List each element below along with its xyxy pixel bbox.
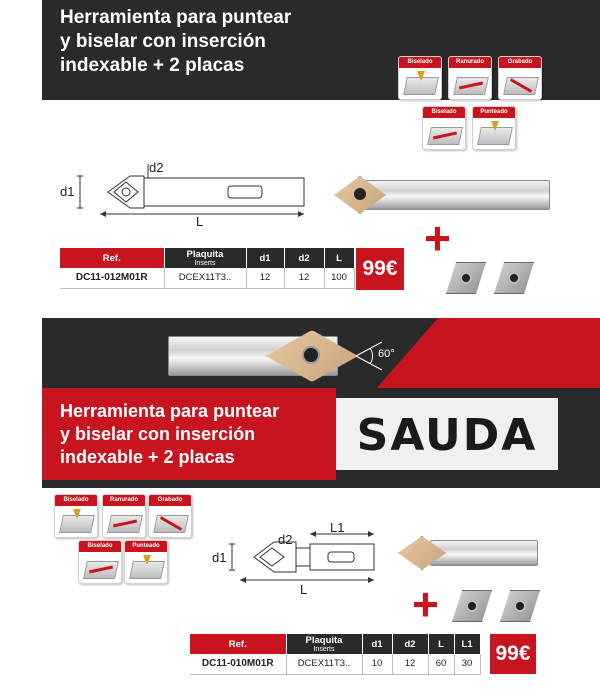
badge-label: Punteado — [125, 541, 167, 552]
cell-ref: DC11-012M01R — [60, 268, 164, 288]
cell-plaquita: DCEX11T3.. — [286, 654, 362, 674]
badge-grabado — [498, 56, 542, 100]
badge-label: Biselado — [55, 495, 97, 506]
th-plaquita — [164, 248, 246, 268]
dim-L: L — [196, 214, 204, 229]
badge-label: Grabado — [499, 57, 541, 68]
th-ref: Ref. — [60, 248, 164, 268]
badge-label: Biselado — [423, 107, 465, 118]
bottom-technical-drawing — [214, 522, 384, 592]
badge-biselado-2 — [78, 540, 122, 584]
badge-biselado — [398, 56, 442, 100]
badge-label: Ranurado — [449, 57, 491, 68]
th-inserts-label: Inserts — [313, 646, 335, 653]
bottom-title-line-2: y biselar con inserción — [60, 424, 256, 444]
badge-ranurado — [102, 494, 146, 538]
top-technical-drawing — [60, 158, 320, 230]
dim-d2: d2 — [278, 532, 293, 547]
dim-d2: d2 — [149, 160, 164, 175]
insert-plate-icon — [500, 590, 540, 622]
th-L1: L1 — [454, 634, 480, 654]
brand-logo: SAUDA — [356, 410, 538, 461]
cell-ref: DC11-010M01R — [190, 654, 286, 674]
cell-d1: 10 — [362, 654, 392, 674]
screw-icon — [302, 346, 320, 364]
bottom-title-line-3: indexable + 2 placas — [60, 447, 235, 467]
cell-L: 100 — [324, 268, 354, 288]
cell-plaquita: DCEX11T3.. — [164, 268, 246, 288]
badge-grabado — [148, 494, 192, 538]
top-title — [60, 6, 291, 78]
top-price-badge: 99€ — [356, 248, 404, 290]
cell-d1: 12 — [246, 268, 284, 288]
bottom-small-tool-shank — [430, 540, 538, 566]
th-d1: d1 — [246, 248, 284, 268]
cell-d2: 12 — [284, 268, 324, 288]
badge-biselado-2 — [422, 106, 466, 150]
bottom-price-badge: 99€ — [490, 634, 536, 674]
top-title-line-1: Herramienta para puntear — [60, 7, 292, 28]
cell-L1: 30 — [454, 654, 480, 674]
badge-label: Ranurado — [103, 495, 145, 506]
cell-L: 60 — [428, 654, 454, 674]
dim-d1: d1 — [212, 550, 227, 565]
screw-icon — [354, 188, 366, 200]
dim-L1: L1 — [330, 520, 345, 535]
angle-label: 60° — [378, 348, 395, 360]
badge-label: Punteado — [473, 107, 515, 118]
top-title-line-2: y biselar con inserción — [60, 31, 266, 52]
bottom-title-line-1: Herramienta para puntear — [60, 401, 280, 421]
th-L: L — [428, 634, 454, 654]
insert-plate-icon — [494, 262, 534, 294]
th-inserts-label: Inserts — [194, 260, 216, 267]
table-row — [60, 268, 354, 288]
th-ref: Ref. — [190, 634, 286, 654]
badge-label: Biselado — [79, 541, 121, 552]
badge-punteado — [472, 106, 516, 150]
badge-biselado — [54, 494, 98, 538]
table-row — [190, 654, 480, 674]
top-title-line-3: indexable + 2 placas — [60, 55, 245, 76]
top-plus-sign: + — [424, 212, 451, 264]
bottom-spec-table — [190, 634, 481, 675]
insert-plate-icon — [446, 262, 486, 294]
badge-label: Grabado — [149, 495, 191, 506]
bottom-title — [60, 400, 279, 469]
dim-d1: d1 — [60, 184, 75, 199]
th-plaquita-label: Plaquita — [305, 635, 343, 646]
top-tool-shank — [362, 180, 550, 210]
badge-ranurado — [448, 56, 492, 100]
th-d1: d1 — [362, 634, 392, 654]
th-plaquita-label: Plaquita — [186, 249, 224, 260]
bottom-plus-sign: + — [412, 578, 439, 630]
top-spec-table — [60, 248, 355, 289]
th-d2: d2 — [392, 634, 428, 654]
cell-d2: 12 — [392, 654, 428, 674]
th-plaquita — [286, 634, 362, 654]
th-d2: d2 — [284, 248, 324, 268]
badge-punteado — [124, 540, 168, 584]
insert-plate-icon — [452, 590, 492, 622]
dim-L: L — [300, 582, 308, 597]
th-L: L — [324, 248, 354, 268]
badge-label: Biselado — [399, 57, 441, 68]
